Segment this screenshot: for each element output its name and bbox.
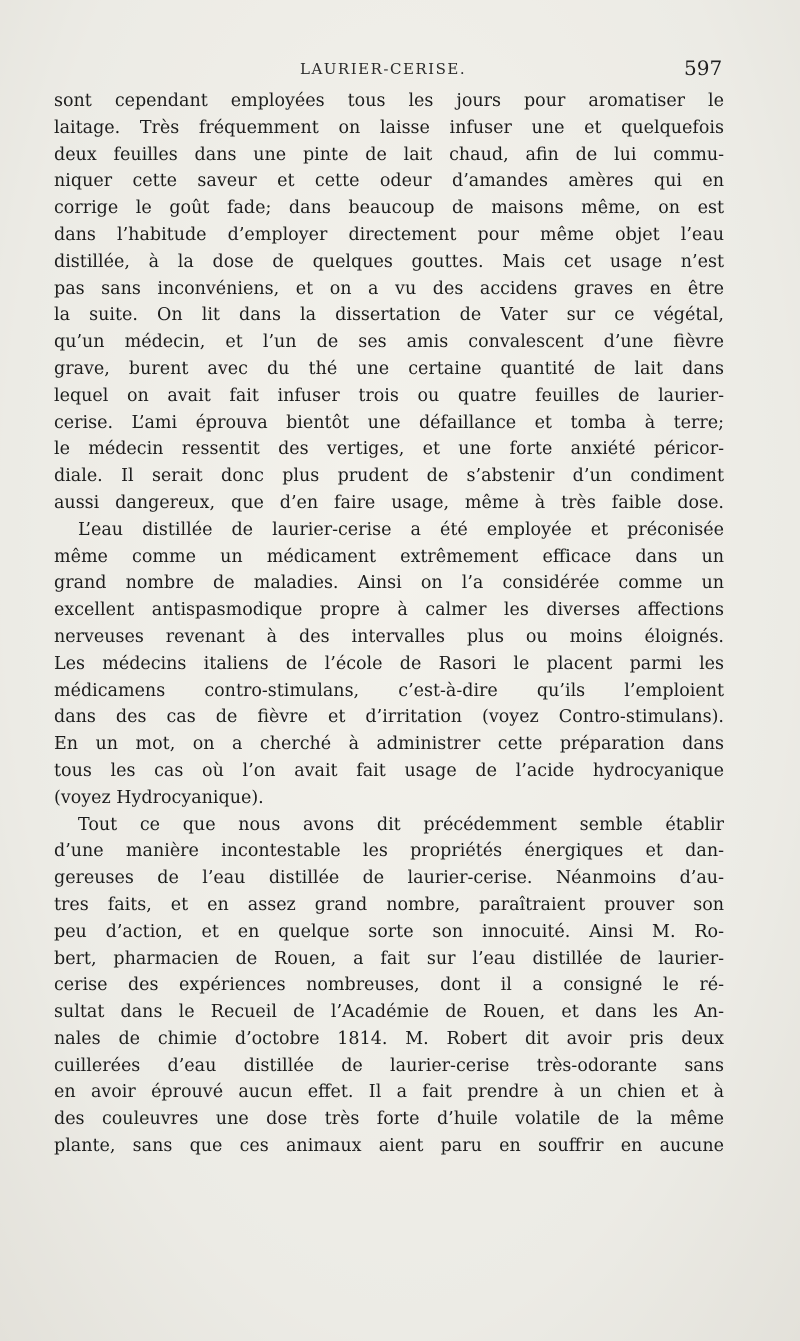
text-line: plante, sans que ces animaux aient paru en souffrir en aucune xyxy=(54,1136,724,1157)
text-line: nales de chimie d’octobre 1814. M. Robert dit avoir pris deux xyxy=(54,1028,724,1049)
text-line: deux feuilles dans une pinte de lait chaud, afin de lui commu- xyxy=(54,144,724,165)
text-line: excellent antispasmodique propre à calmer les diverses affections xyxy=(54,600,724,621)
text-line: sultat dans le Recueil de l’Académie de Rouen, et dans les An- xyxy=(54,1002,724,1023)
text-line: la suite. On lit dans la dissertation de Vater sur ce végétal, xyxy=(54,305,724,326)
text-line: pas sans inconvéniens, et on a vu des accidens graves en être xyxy=(54,278,724,299)
text-line: dans l’habitude d’employer directement pour même objet l’eau xyxy=(54,224,724,245)
text-line: laitage. Très fréquemment on laisse infuser une et quelquefois xyxy=(54,117,724,138)
paragraph-start-line: Tout ce que nous avons dit précédemment semble établir xyxy=(78,814,724,835)
text-line: cuillerées d’eau distillée de laurier-cerise très-odorante sans xyxy=(54,1055,724,1076)
text-line: (voyez Hydrocyanique). xyxy=(54,787,264,808)
text-line: sont cependant employées tous les jours pour aromatiser le xyxy=(54,91,724,111)
text-line: en avoir éprouvé aucun effet. Il a fait prendre à un chien et à xyxy=(54,1082,724,1103)
running-title: LAURIER-CERISE. xyxy=(300,60,467,78)
text-line: cerise. L’ami éprouva bientôt une défaillance et tomba à terre; xyxy=(54,412,724,433)
text-line: diale. Il serait donc plus prudent de s’abstenir d’un condiment xyxy=(54,466,724,487)
text-line: dans des cas de fièvre et d’irritation (voyez Contro-stimulans). xyxy=(54,707,724,728)
text-line: tres faits, et en assez grand nombre, paraîtraient prouver son xyxy=(54,894,724,915)
text-line: nerveuses revenant à des intervalles plus ou moins éloignés. xyxy=(54,626,724,647)
text-line: bert, pharmacien de Rouen, a fait sur l’eau distillée de laurier- xyxy=(54,948,724,969)
text-line: niquer cette saveur et cette odeur d’amandes amères qui en xyxy=(54,171,724,192)
text-line: grave, burent avec du thé une certaine quantité de lait dans xyxy=(54,358,724,379)
text-line: cerise des expériences nombreuses, dont il a consigné le ré- xyxy=(54,975,724,996)
text-line: le médecin ressentit des vertiges, et une forte anxiété péricor- xyxy=(54,439,724,460)
text-line: Les médecins italiens de l’école de Rasori le placent parmi les xyxy=(54,653,724,674)
text-line: même comme un médicament extrêmement efficace dans un xyxy=(54,546,724,567)
text-line: gereuses de l’eau distillée de laurier-cerise. Néanmoins d’au- xyxy=(54,868,724,889)
text-line: qu’un médecin, et l’un de ses amis convalescent d’une fièvre xyxy=(54,332,724,353)
text-line: distillée, à la dose de quelques gouttes. Mais cet usage n’est xyxy=(54,251,724,272)
text-line: médicamens contro-stimulans, c’est-à-dire qu’ils l’emploient xyxy=(54,680,724,701)
text-line: d’une manière incontestable les propriétés énergiques et dan- xyxy=(54,841,724,862)
text-line: lequel on avait fait infuser trois ou quatre feuilles de laurier- xyxy=(54,385,724,406)
text-line: corrige le goût fade; dans beaucoup de maisons même, on est xyxy=(54,198,724,219)
body-text xyxy=(54,88,724,1160)
text-line: peu d’action, et en quelque sorte son innocuité. Ainsi M. Ro- xyxy=(54,921,724,942)
text-line: En un mot, on a cherché à administrer cette préparation dans xyxy=(54,734,724,755)
text-line: tous les cas où l’on avait fait usage de l’acide hydrocyanique xyxy=(54,760,724,781)
text-line: grand nombre de maladies. Ainsi on l’a considérée comme un xyxy=(54,573,724,594)
text-line: aussi dangereux, que d’en faire usage, même à très faible dose. xyxy=(54,492,724,513)
paragraph-start-line: L’eau distillée de laurier-cerise a été employée et préconisée xyxy=(78,519,724,540)
page-number: 597 xyxy=(684,56,723,80)
text-line: des couleuvres une dose très forte d’huile volatile de la même xyxy=(54,1109,724,1130)
